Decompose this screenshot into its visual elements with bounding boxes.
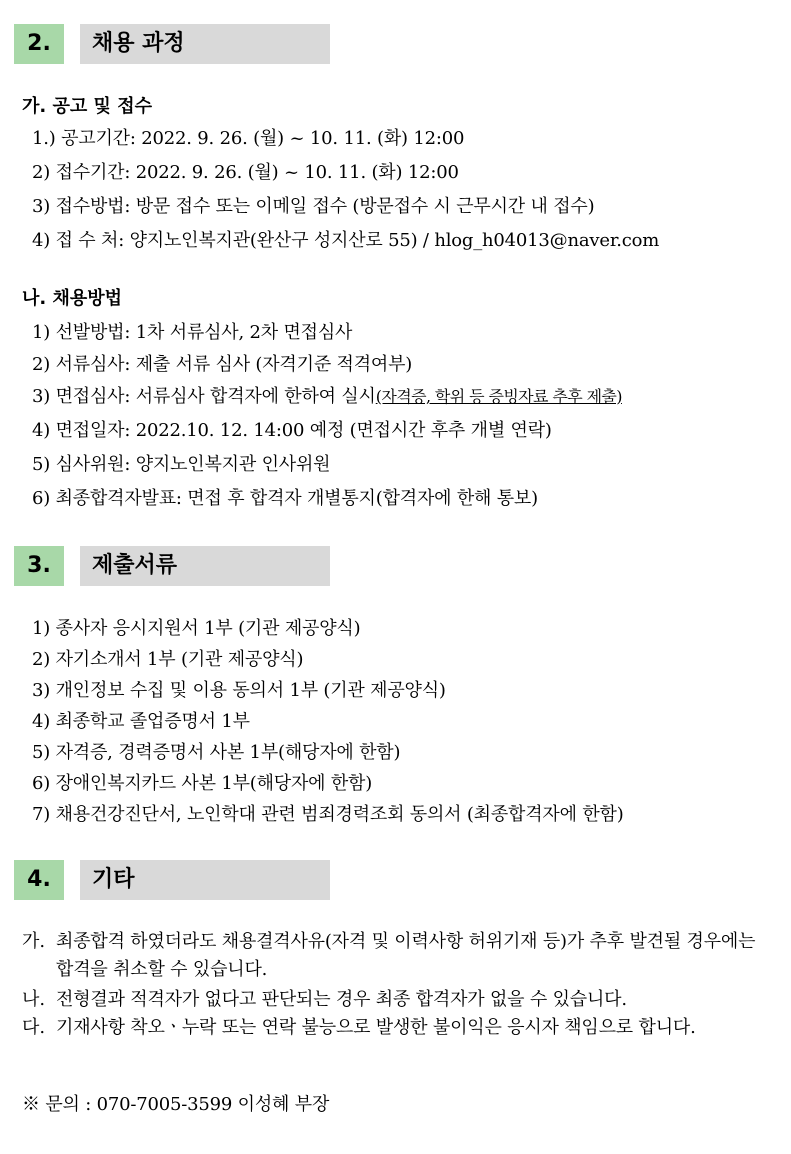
list-item-text: 3) 면접심사: 서류심사 합격자에 한하여 실시 [32, 386, 376, 407]
note-text: 전형결과 적격자가 없다고 판단되는 경우 최종 합격자가 없을 수 있습니다. [56, 989, 627, 1010]
list-item: 2) 자기소개서 1부 (기관 제공양식) [32, 649, 304, 670]
list-item: 1) 종사자 응시지원서 1부 (기관 제공양식) [32, 618, 361, 639]
section-2-title: 채용 과정 [80, 24, 330, 64]
contact-info: ※ 문의 : 070-7005-3599 이성혜 부장 [22, 1094, 330, 1115]
list-item: 3) 접수방법: 방문 접수 또는 이메일 접수 (방문접수 시 근무시간 내 접수) [32, 196, 595, 217]
note-text: 최종합격 하였더라도 채용결격사유(자격 및 이력사항 허위기재 등)가 추후 발견될 경우에는 합격을 취소할 수 있습니다. [56, 931, 756, 980]
list-item: 1) 선발방법: 1차 서류심사, 2차 면접심사 [32, 322, 353, 343]
subsection-ga-heading: 가. 공고 및 접수 [22, 96, 152, 117]
note-marker: 가. [22, 931, 46, 952]
list-item: 6) 최종합격자발표: 면접 후 합격자 개별통지(합격자에 한해 통보) [32, 488, 538, 509]
note-text: 기재사항 착오ㆍ누락 또는 연락 불능으로 발생한 불이익은 응시자 책임으로 합니다. [56, 1017, 696, 1038]
section-2-number: 2. [14, 24, 64, 64]
section-3-number: 3. [14, 546, 64, 586]
list-item: 7) 채용건강진단서, 노인학대 관련 범죄경력조회 동의서 (최종합격자에 한함) [32, 804, 624, 825]
list-item [32, 382, 622, 408]
underlined-note: (자격증, 학위 등 증빙자료 추후 제출) [375, 387, 622, 406]
note-marker: 나. [22, 989, 46, 1010]
list-item: 1.) 공고기간: 2022. 9. 26. (월) ~ 10. 11. (화) 12:00 [32, 128, 465, 149]
list-item: 4) 면접일자: 2022.10. 12. 14:00 예정 (면접시간 후추 개별 연락) [32, 420, 552, 441]
list-item: 5) 심사위원: 양지노인복지관 인사위원 [32, 454, 331, 475]
list-item: 3) 개인정보 수집 및 이용 동의서 1부 (기관 제공양식) [32, 680, 446, 701]
list-item: 2) 접수기간: 2022. 9. 26. (월) ~ 10. 11. (화) 12:00 [32, 162, 459, 183]
note-item [22, 928, 772, 984]
note-item [22, 986, 772, 1014]
list-item: 5) 자격증, 경력증명서 사본 1부(해당자에 한함) [32, 742, 401, 763]
note-item [22, 1014, 772, 1042]
section-4-title: 기타 [80, 860, 330, 900]
subsection-na-heading: 나. 채용방법 [22, 288, 123, 309]
list-item: 2) 서류심사: 제출 서류 심사 (자격기준 적격여부) [32, 354, 413, 375]
list-item: 4) 접 수 처: 양지노인복지관(완산구 성지산로 55) / hlog_h04013@naver.com [32, 230, 660, 251]
section-4-number: 4. [14, 860, 64, 900]
list-item: 4) 최종학교 졸업증명서 1부 [32, 711, 250, 732]
list-item: 6) 장애인복지카드 사본 1부(해당자에 한함) [32, 773, 373, 794]
note-marker: 다. [22, 1017, 46, 1038]
section-3-title: 제출서류 [80, 546, 330, 586]
